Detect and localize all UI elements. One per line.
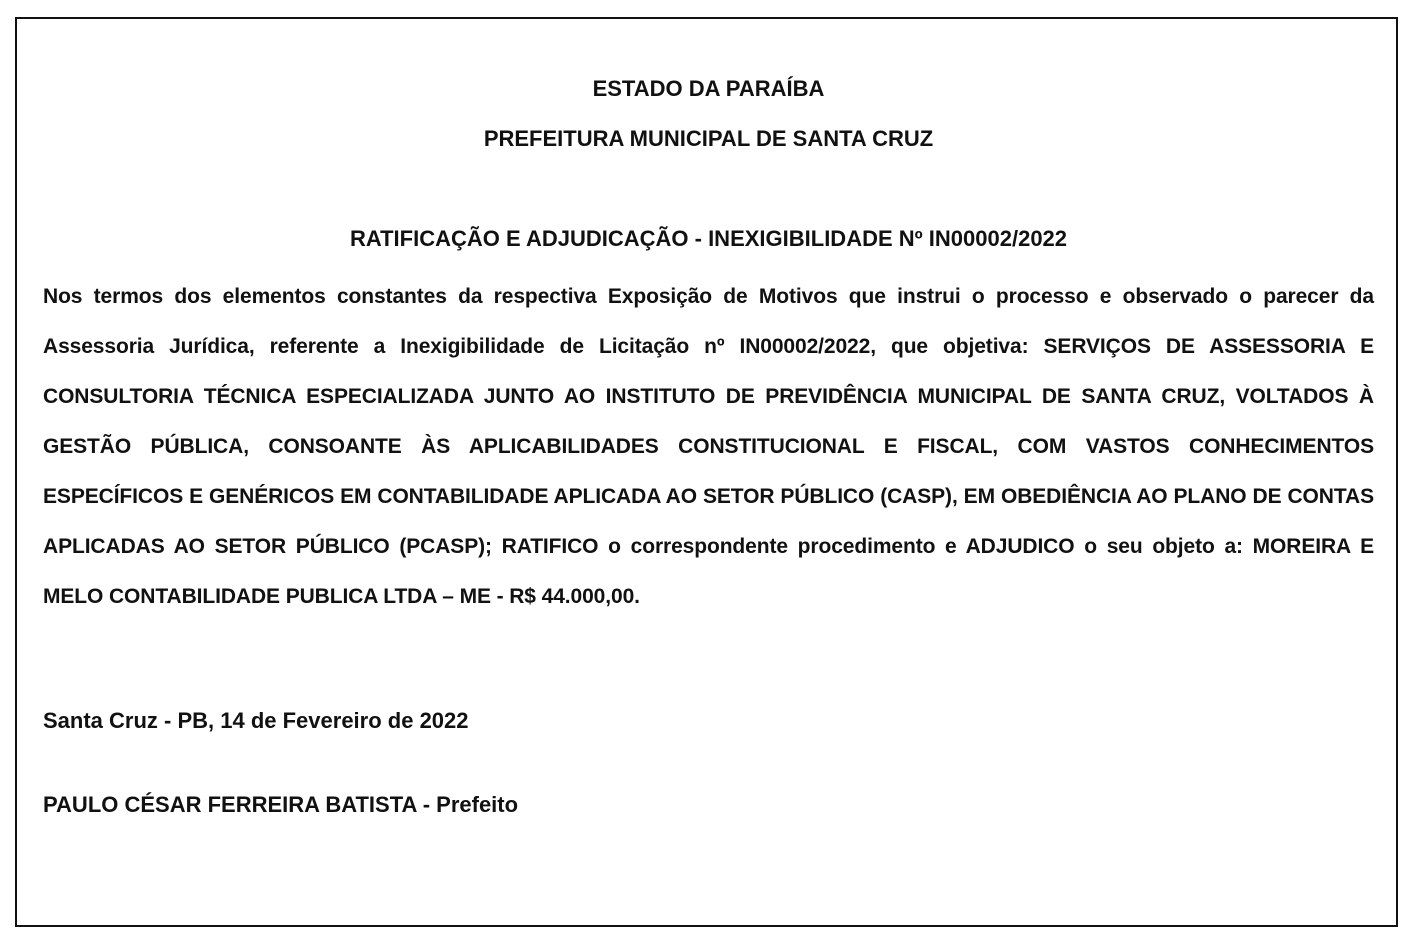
signature-line: PAULO CÉSAR FERREIRA BATISTA - Prefeito	[43, 792, 519, 817]
document-body: Nos termos dos elementos constantes da respectiva Exposição de Motivos que instrui o processo e observado o parecer da Assessoria Jurídica, referente a Inexigibilidade de Licitação nº IN00002/2022, que objetiva: SERVIÇOS DE ASSESSORIA E CONSULTORIA TÉCNICA ESPECIALIZADA JUNTO AO INSTITUTO DE PREVIDÊNCIA MUNICIPAL DE SANTA CRUZ, VOLTADOS À GESTÃO PÚBLICA, CONSOANTE ÀS APLICABILIDADES CONSTITUCIONAL E FISCAL, COM VASTOS CONHECIMENTOS ESPECÍFICOS E GENÉRICOS EM CONTABILIDADE APLICADA AO SETOR PÚBLICO (CASP), EM OBEDIÊNCIA AO PLANO DE CONTAS APLICADAS AO SETOR PÚBLICO (PCASP); RATIFICO o correspondente procedimento e ADJUDICO o seu objeto a: MOREIRA E MELO CONTABILIDADE PUBLICA LTDA – ME - R$ 44.000,00.	[43, 285, 1374, 608]
document-title: RATIFICAÇÃO E ADJUDICAÇÃO - INEXIGIBILIDADE Nº IN00002/2022	[349, 226, 1068, 251]
place-date: Santa Cruz - PB, 14 de Fevereiro de 2022	[43, 708, 469, 733]
state-heading: ESTADO DA PARAÍBA	[592, 76, 825, 101]
municipality-heading: PREFEITURA MUNICIPAL DE SANTA CRUZ	[483, 126, 934, 151]
